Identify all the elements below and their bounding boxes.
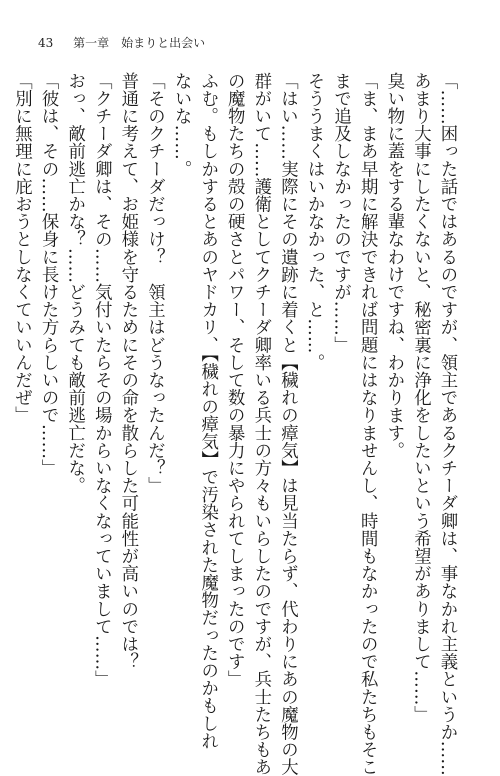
text-line-8: 群がいて……護衛としてクチーダ卿率いる兵士の方々もいらしたのですが、兵士たちもあ [250, 72, 271, 776]
text-line-10: ふむ。もしかするとあのヤドカリ、【穢れの瘴気】で汚染された魔物だったのかもしれ [197, 72, 218, 750]
text-line-7: 「はい……実際にその遺跡に着くと【穢れの瘴気】は見当たらず、代わりにあの魔物の大 [277, 72, 298, 776]
text-line-15: おっ、敵前逃亡かな？……どうみても敵前逃亡だな。 [64, 72, 85, 495]
text-line-3: 臭い物に蓋をする輩なわけですね、わかります。 [383, 72, 404, 460]
text-line-11: ないな……。 [171, 72, 192, 178]
text-line-9: の魔物たちの殻の硬さとパワー、そして数の暴力にやられてしまったのです」 [224, 72, 245, 688]
text-line-6: そううまくはいかなかった、と……。 [304, 72, 325, 372]
text-line-14: 「クチーダ卿は、その……気付いたらその場からいなくなっていまして……」 [91, 72, 112, 688]
chapter-title: 第一章 始まりと出会い [73, 36, 206, 50]
text-line-5: まで追及しなかったのですが……」 [330, 72, 351, 354]
text-line-16: 「彼は、その……保身に長けた方らしいので……」 [38, 72, 59, 477]
text-line-17: 「別に無理に庇おうとしなくていいんだぜ」 [11, 72, 32, 424]
text-line-2: あまり大事にしたくないと、秘密裏に浄化をしたいという希望がありまして……」 [410, 72, 431, 724]
text-line-13: 普通に考えて、お姫様を守るためにその命を散らした可能性が高いのでは？ [117, 72, 138, 671]
running-header [38, 36, 205, 50]
page-number: 43 [38, 36, 54, 50]
body-text [11, 72, 460, 776]
text-line-4: 「ま、まあ早期に解決できれば問題にはなりませんし、時間もなかったので私たちもそこ [357, 72, 378, 776]
text-line-12: 「そのクチーダだっけ？ 領主はどうなったんだ？」 [144, 72, 165, 495]
text-line-1: 「……困った話ではあるのですが、領主であるクチーダ卿は、事なかれ主義というか…… [437, 72, 457, 776]
